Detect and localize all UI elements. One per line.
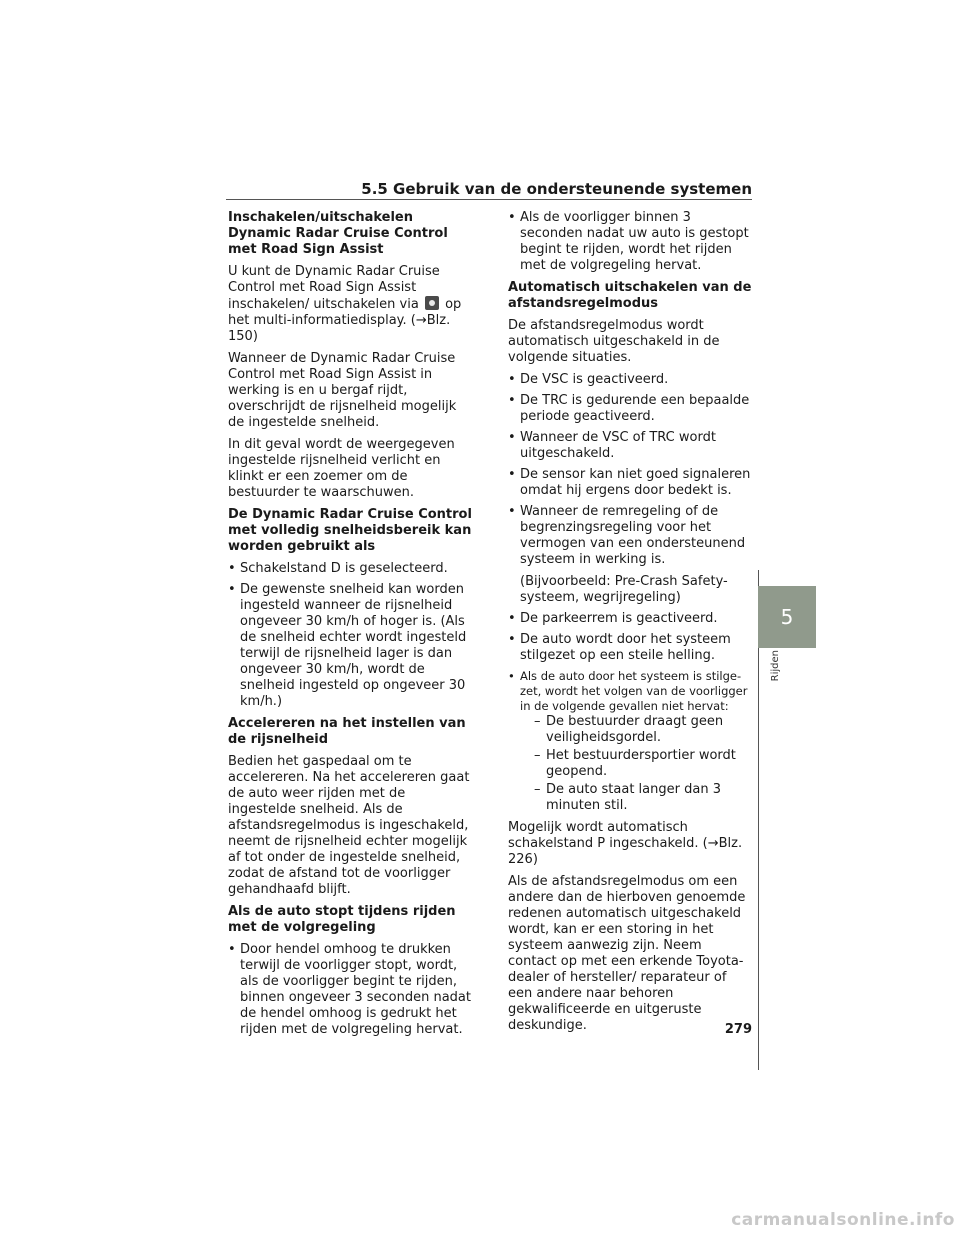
list-item-text: Wanneer de remregeling of de begrenzingsregeling voor het vermogen van een ondersteunend systeem in werking is. <box>520 504 746 567</box>
chapter-tab-number: 5 <box>758 586 816 648</box>
list-item <box>508 467 753 499</box>
bullet-glyph: • <box>508 611 516 626</box>
multi-info-display-button-icon <box>425 296 439 310</box>
list-usage-conditions <box>228 561 473 710</box>
bullet-glyph: • <box>228 561 236 576</box>
bullet-glyph: • <box>508 504 516 519</box>
list-item <box>508 504 753 606</box>
list-item-text: De auto wordt door het systeem stilgezet op een steile helling. <box>520 632 731 663</box>
sub-list-item-text: Het bestuurdersportier wordt geopend. <box>546 748 736 779</box>
sub-list-no-resume <box>520 714 753 814</box>
right-column <box>508 210 753 1040</box>
paragraph-downhill: Wanneer de Dynamic Radar Cruise Control met Road Sign Assist in werking is en u bergaf rijdt, overschrijdt de rijsnelheid mogelijk de ingestelde snelheid. <box>228 351 457 430</box>
list-item-text: Als de voorligger binnen 3 seconden nadat uw auto is gestopt begint te rijden, wordt het rijden met de volgregeling hervat. <box>520 210 749 273</box>
paragraph-toggle-text-a: U kunt de Dynamic Radar Cruise Control met Road Sign Assist inschakelen/ uitschakelen via <box>228 264 440 312</box>
list-item-note: (Bijvoorbeeld: Pre-Crash Safety-systeem, wegrijregeling) <box>520 574 728 605</box>
paragraph-accelerating: Bedien het gaspedaal om te accelereren. Na het accelereren gaat de auto weer rijden met de ingestelde snelheid. Als de afstandsregelmodus is ingeschakeld, neemt de rijsnelheid echter mogelijk af tot onder de ingestelde snelheid, zodat de afstand tot de voorligger gehandhaafd blijft. <box>228 754 470 897</box>
list-item-text: De gewenste snelheid kan worden ingesteld wanneer de rijsnelheid ongeveer 30 km/h of hoger is. (Als de snelheid echter wordt ingesteld terwijl de rijsnelheid lager is dan ongeveer 30 km/h, wordt de snelheid ingesteld op ongeveer 30 km/h.) <box>240 582 467 709</box>
heading-toggle-cruise-control: Inschakelen/uitschakelen Dynamic Radar Cruise Control met Road Sign Assist <box>228 210 448 257</box>
list-item-text: De parkeerrem is geactiveerd. <box>520 611 718 626</box>
bullet-glyph: • <box>228 942 236 957</box>
sub-list-item <box>520 748 753 780</box>
dash-glyph: – <box>534 748 541 763</box>
list-item <box>508 430 753 462</box>
bullet-glyph: • <box>508 210 516 225</box>
list-item-text: De TRC is gedurende een bepaalde periode geactiveerd. <box>520 393 750 424</box>
bullet-glyph: • <box>508 669 515 683</box>
list-item-text: Als de auto door het systeem is stilge-zet, wordt het volgen van de voorligger in de volgende gevallen niet hervat: <box>520 669 748 713</box>
page-number: 279 <box>724 1022 752 1037</box>
sub-list-item <box>520 782 753 814</box>
bullet-glyph: • <box>508 393 516 408</box>
list-item <box>508 210 753 274</box>
dash-glyph: – <box>534 714 541 729</box>
paragraph-park-position: Mogelijk wordt automatisch schakelstand P ingeschakeld. (→Blz. 226) <box>508 820 743 867</box>
paragraph-malfunction: Als de afstandsregelmodus om een andere dan de hierboven genoemde redenen automatisch uitgeschakeld wordt, kan er een storing in het systeem aanwezig zijn. Neem contact op met een erkende Toyota-dealer of hersteller/ reparateur of een andere naar behoren gekwalificeerde en uitgeruste deskundige. <box>508 874 746 1033</box>
heading-full-speed-range: De Dynamic Radar Cruise Control met volledig snelheidsbereik kan worden gebruikt als <box>228 507 472 554</box>
sub-list-item-text: De bestuurder draagt geen veiligheidsgordel. <box>546 714 724 745</box>
list-item-text: Wanneer de VSC of TRC wordt uitgeschakeld. <box>520 430 716 461</box>
list-item-text: De VSC is geactiveerd. <box>520 372 669 387</box>
list-item <box>228 582 473 710</box>
bullet-glyph: • <box>508 430 516 445</box>
bullet-glyph: • <box>508 372 516 387</box>
heading-auto-cancel: Automatisch uitschakelen van de afstandsregelmodus <box>508 280 752 311</box>
bullet-glyph: • <box>508 632 516 647</box>
list-item-text: Schakelstand D is geselecteerd. <box>240 561 448 576</box>
list-item <box>508 669 753 814</box>
paragraph-auto-cancel: De afstandsregelmodus wordt automatisch uitgeschakeld in de volgende situaties. <box>508 318 720 365</box>
bullet-glyph: • <box>228 582 236 597</box>
bullet-glyph: • <box>508 467 516 482</box>
paragraph-toggle-text-b: op het multi-informatiedisplay. (→Blz. 150) <box>228 297 462 344</box>
watermark: carmanualsonline.info <box>731 1210 955 1230</box>
list-resume-following <box>508 210 753 274</box>
list-item <box>508 393 753 425</box>
sub-list-item <box>520 714 753 746</box>
list-cancel-situations <box>508 372 753 814</box>
paragraph-toggle-instructions <box>228 264 473 345</box>
list-item <box>228 561 473 577</box>
chapter-tab-label: Rijden <box>770 650 781 682</box>
list-item <box>508 632 753 664</box>
left-column <box>228 210 473 1044</box>
list-item-text: De sensor kan niet goed signaleren omdat hij ergens door bedekt is. <box>520 467 751 498</box>
paragraph-buzzer-warning: In dit geval wordt de weergegeven ingestelde rijsnelheid verlicht en klinkt er een zoemer om de bestuurder te waarschuwen. <box>228 437 455 500</box>
heading-vehicle-stops: Als de auto stopt tijdens rijden met de volgregeling <box>228 904 456 935</box>
dash-glyph: – <box>534 782 541 797</box>
list-item-text: Door hendel omhoog te drukken terwijl de voorligger stopt, wordt, als de voorligger begint te rijden, binnen ongeveer 3 seconden nadat de hendel omhoog is gedrukt het rijden met de volgregeling hervat. <box>240 942 471 1037</box>
list-item <box>508 372 753 388</box>
heading-accelerating: Accelereren na het instellen van de rijsnelheid <box>228 716 466 747</box>
sub-list-item-text: De auto staat langer dan 3 minuten stil. <box>546 782 721 813</box>
header-divider <box>226 199 752 200</box>
list-item <box>508 611 753 627</box>
section-header: 5.5 Gebruik van de ondersteunende systemen <box>361 180 752 198</box>
